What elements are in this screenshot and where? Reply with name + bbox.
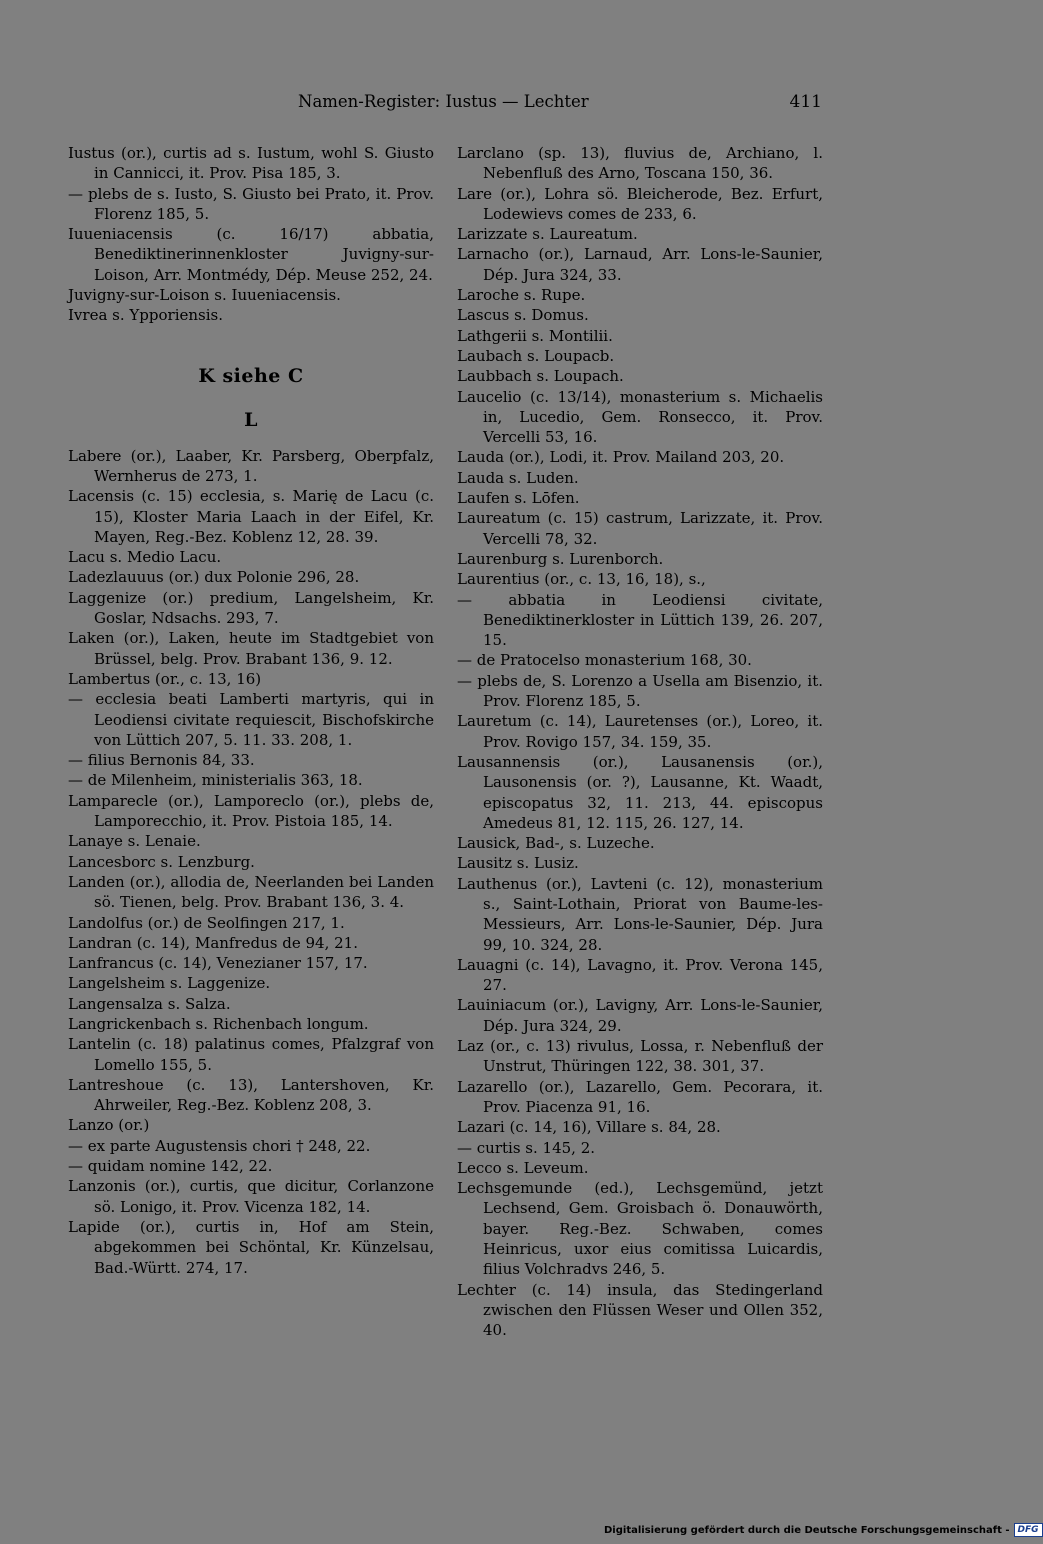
index-entry: — plebs de s. Iusto, S. Giusto bei Prato, it. Prov. Florenz 185, 5. [68,184,434,223]
index-entry: Lambertus (or., c. 13, 16) [68,669,262,688]
page-number: 411 [789,92,822,112]
index-entry: Lanzonis (or.), curtis, que dicitur, Corlanzone sö. Lonigo, it. Prov. Vicenza 182, 14. [68,1177,434,1216]
index-entry: Lausick, Bad-, s. Luzeche. [457,834,655,853]
index-entry: Laubbach s. Loupach. [457,367,624,386]
index-entry: Lacu s. Medio Lacu. [68,548,222,567]
index-entry: — ecclesia beati Lamberti martyris, qui in Leodiensi civitate requiescit, Bischofskirche von Lüttich 207, 5. 11. 33. 208, 1. [68,690,434,749]
left-entries-l [68,446,434,1278]
index-entry: — plebs de, S. Lorenzo a Usella am Bisenzio, it. Prov. Florenz 185, 5. [457,671,823,711]
index-entry: Larizzate s. Laureatum. [457,225,638,244]
index-entry: — filius Bernonis 84, 33. [68,751,255,770]
index-entry: Laurentius (or., c. 13, 16, 18), s., [457,570,706,589]
digitization-credit [604,1522,1043,1538]
page-header [0,92,1000,118]
left-column [68,143,434,1278]
index-entry: Lechter (c. 14) insula, das Stedingerland zwischen den Flüssen Weser und Ollen 352, 40. [457,1280,823,1340]
index-entry: Lanaye s. Lenaie. [68,832,201,851]
index-entry: Laurenburg s. Lurenborch. [457,549,664,568]
index-entry: Lauthenus (or.), Lavteni (c. 12), monasterium s., Saint-Lothain, Priorat von Baume-les-Messieurs, Arr. Lons-le-Saunier, Dép. Jura 99, 10. 324, 28. [457,874,823,954]
index-entry: Landran (c. 14), Manfredus de 94, 21. [68,933,358,952]
index-entry: Lare (or.), Lohra sö. Bleicherode, Bez. Erfurt, Lodewievs comes de 233, 6. [457,184,823,223]
index-entry: Lauda s. Luden. [457,468,579,487]
section-heading-l: L [244,408,258,431]
index-entry: Iustus (or.), curtis ad s. Iustum, wohl S. Giusto in Cannicci, it. Prov. Pisa 185, 3. [68,144,434,183]
index-entry: Lamparecle (or.), Lamporeclo (or.), plebs de, Lamporecchio, it. Prov. Pistoia 185, 14. [68,791,434,831]
index-entry: Laureatum (c. 15) castrum, Larizzate, it. Prov. Vercelli 78, 32. [457,509,823,548]
index-entry: Iuueniacensis (c. 16/17) abbatia, Benediktinerinnenkloster Juvigny-sur-Loison, Arr. Montmédy, Dép. Meuse 252, 24. [68,225,434,284]
index-entry: Laz (or., c. 13) rivulus, Lossa, r. Nebenfluß der Unstrut, Thüringen 122, 38. 301, 37. [457,1037,823,1076]
index-entry: — ex parte Augustensis chori † 248, 22. [68,1136,371,1155]
index-entry: Landen (or.), allodia de, Neerlanden bei Landen sö. Tienen, belg. Prov. Brabant 136, 3. 4. [68,872,434,912]
index-entry: — quidam nomine 142, 22. [68,1157,273,1176]
index-entry: Lancesborc s. Lenzburg. [68,852,255,871]
index-entry: Larclano (sp. 13), fluvius de, Archiano, l. Nebenfluß des Arno, Toscana 150, 36. [457,144,823,183]
index-entry: Lapide (or.), curtis in, Hof am Stein, abgekommen bei Schöntal, Kr. Künzelsau, Bad.-Württ. 274, 17. [68,1217,434,1277]
index-entry: Labere (or.), Laaber, Kr. Parsberg, Oberpfalz, Wernherus de 273, 1. [68,446,434,485]
index-entry: Landolfus (or.) de Seolfingen 217, 1. [68,913,345,932]
index-entry: Laggenize (or.) predium, Langelsheim, Kr. Goslar, Ndsachs. 293, 7. [68,588,434,628]
index-entry: Laroche s. Rupe. [457,286,586,305]
index-entry: Lanfrancus (c. 14), Venezianer 157, 17. [68,954,368,973]
index-entry: Lauagni (c. 14), Lavagno, it. Prov. Verona 145, 27. [457,955,823,995]
index-entry: Larnacho (or.), Larnaud, Arr. Lons-le-Saunier, Dép. Jura 324, 33. [457,245,823,284]
dfg-logo: DFG [1014,1523,1043,1537]
index-entry: Lauiniacum (or.), Lavigny, Arr. Lons-le-Saunier, Dép. Jura 324, 29. [457,996,823,1035]
index-entry: Lacensis (c. 15) ecclesia, s. Marię de Lacu (c. 15), Kloster Maria Laach in der Eifel, Kr. Mayen, Reg.-Bez. Koblenz 12, 28. 39. [68,487,434,546]
index-entry: Lascus s. Domus. [457,306,589,325]
index-entry: Lausannensis (or.), Lausanensis (or.), Lausonensis (or. ?), Lausanne, Kt. Waadt, episcopatus 32, 11. 213, 44. episcopus Amedeus 81, 12. 115, 26. 127, 14. [457,752,823,832]
index-entry: Lantelin (c. 18) palatinus comes, Pfalzgraf von Lomello 155, 5. [68,1035,434,1074]
index-entry: — de Pratocelso monasterium 168, 30. [457,651,752,670]
index-entry: Lauretum (c. 14), Lauretenses (or.), Loreo, it. Prov. Rovigo 157, 34. 159, 35. [457,712,823,751]
index-entry: Ladezlauuus (or.) dux Polonie 296, 28. [68,568,360,587]
index-entry: Lauda (or.), Lodi, it. Prov. Mailand 203, 20. [457,448,785,467]
running-title: Namen-Register: Iustus — Lechter [298,92,589,111]
index-entry: Laken (or.), Laken, heute im Stadtgebiet von Brüssel, belg. Prov. Brabant 136, 9. 12. [68,629,434,668]
left-entries-top [68,143,434,326]
index-entry: Laufen s. Lōfen. [457,489,580,508]
index-entry: Laubach s. Loupacb. [457,346,615,365]
credit-text: Digitalisierung gefördert durch die Deutsche Forschungsgemeinschaft - [604,1524,1010,1536]
index-entry: Lazarello (or.), Lazarello, Gem. Pecorara, it. Prov. Piacenza 91, 16. [457,1077,823,1116]
index-entry: Langrickenbach s. Richenbach longum. [68,1014,369,1033]
index-entry: Lathgerii s. Montilii. [457,326,613,345]
index-entry: Laucelio (c. 13/14), monasterium s. Michaelis in, Lucedio, Gem. Ronsecco, it. Prov. Vercelli 53, 16. [457,387,823,447]
index-entry: Lecco s. Leveum. [457,1158,589,1177]
index-entry: Juvigny-sur-Loison s. Iuueniacensis. [68,286,341,305]
index-entry: Langensalza s. Salza. [68,994,231,1013]
index-entry: Lantreshoue (c. 13), Lantershoven, Kr. Ahrweiler, Reg.-Bez. Koblenz 208, 3. [68,1075,434,1115]
index-entry: Lausitz s. Lusiz. [457,854,579,873]
index-entry: Ivrea s. Ypporiensis. [68,306,223,325]
index-entry: — de Milenheim, ministerialis 363, 18. [68,771,363,790]
index-entry: — abbatia in Leodiensi civitate, Benediktinerkloster in Lüttich 139, 26. 207, 15. [457,590,823,650]
index-entry: Langelsheim s. Laggenize. [68,974,271,993]
index-entry: Lechsgemunde (ed.), Lechsgemünd, jetzt Lechsend, Gem. Groisbach ö. Donauwörth, bayer. Reg.-Bez. Schwaben, comes Heinricus, uxor eius comitissa Luicardis, filius Volchradvs 246, 5. [457,1179,823,1279]
index-entry: Lanzo (or.) [68,1116,150,1135]
section-heading-k: K siehe C [198,364,304,387]
index-entry: — curtis s. 145, 2. [457,1138,596,1157]
index-entry: Lazari (c. 14, 16), Villare s. 84, 28. [457,1118,721,1137]
right-column [457,143,823,1341]
